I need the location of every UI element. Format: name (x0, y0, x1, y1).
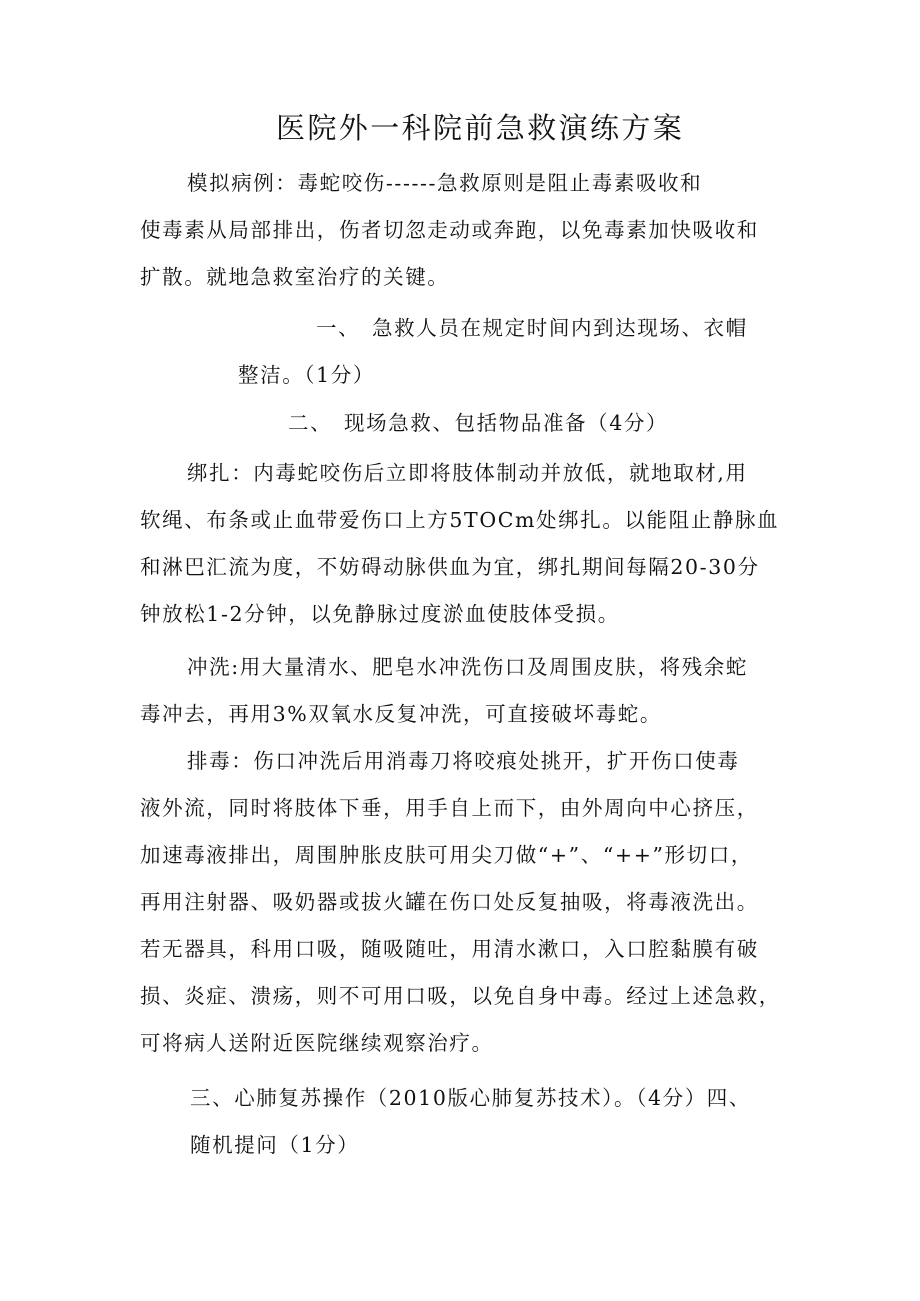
body-line: 和淋巴汇流为度，不妨碍动脉供血为宜，绑扎期间每隔20-30分 (140, 555, 760, 579)
body-line: 可将病人送附近医院继续观察治疗。 (140, 1031, 494, 1055)
body-line: 软绳、布条或止血带爱伤口上方5TOCm处绑扎。以能阻止静脉血 (140, 508, 780, 532)
section-heading-2: 二、 现场急救、包括物品准备（4分） (288, 411, 669, 435)
section-heading-4: 随机提问（1分） (190, 1133, 360, 1157)
section-heading-3: 三、心肺复苏操作（2010版心肺复苏技术）。（4分）四、 (190, 1086, 752, 1110)
body-line: 若无器具，科用口吸，随吸随吐，用清水漱口，入口腔黏膜有破 (140, 937, 759, 961)
body-line: 使毒素从局部排出，伤者切忽走动或奔跑，以免毒素加快吸收和 (140, 218, 759, 242)
body-line: 整洁。（1分） (238, 363, 375, 387)
body-line: 冲洗:用大量清水、肥皂水冲洗伤口及周围皮肤，将残余蛇 (187, 655, 749, 679)
section-heading-1: 一、 急救人员在规定时间内到达现场、衣帽 (316, 316, 748, 340)
body-line: 扩散。就地急救室治疗的关键。 (140, 265, 450, 289)
body-line: 排毒：伤口冲洗后用消毒刀将咬痕处挑开，扩开伤口使毒 (187, 749, 740, 773)
body-line: 液外流，同时将肢体下垂，用手自上而下，由外周向中心挤压， (140, 796, 759, 820)
body-line: 再用注射器、吸奶器或拔火罐在伤口处反复抽吸，将毒液洗出。 (140, 890, 759, 914)
body-line: 损、炎症、溃疡，则不可用口吸，以免自身中毒。经过上述急救， (140, 984, 781, 1008)
body-line: 钟放松1-2分钟，以免静脉过度淤血使肢体受损。 (140, 602, 620, 626)
body-line: 绑扎：内毒蛇咬伤后立即将肢体制动并放低，就地取材,用 (187, 461, 748, 485)
body-line: 模拟病例：毒蛇咬伤------急救原则是阻止毒素吸收和 (187, 171, 703, 195)
body-line: 毒冲去，再用3%双氧水反复冲洗，可直接破坏毒蛇。 (140, 702, 662, 726)
document-title: 医院外一科院前急救演练方案 (276, 111, 685, 145)
body-line: 加速毒液排出，周围肿胀皮肤可用尖刀做“+”、“++”形切口， (140, 843, 753, 867)
